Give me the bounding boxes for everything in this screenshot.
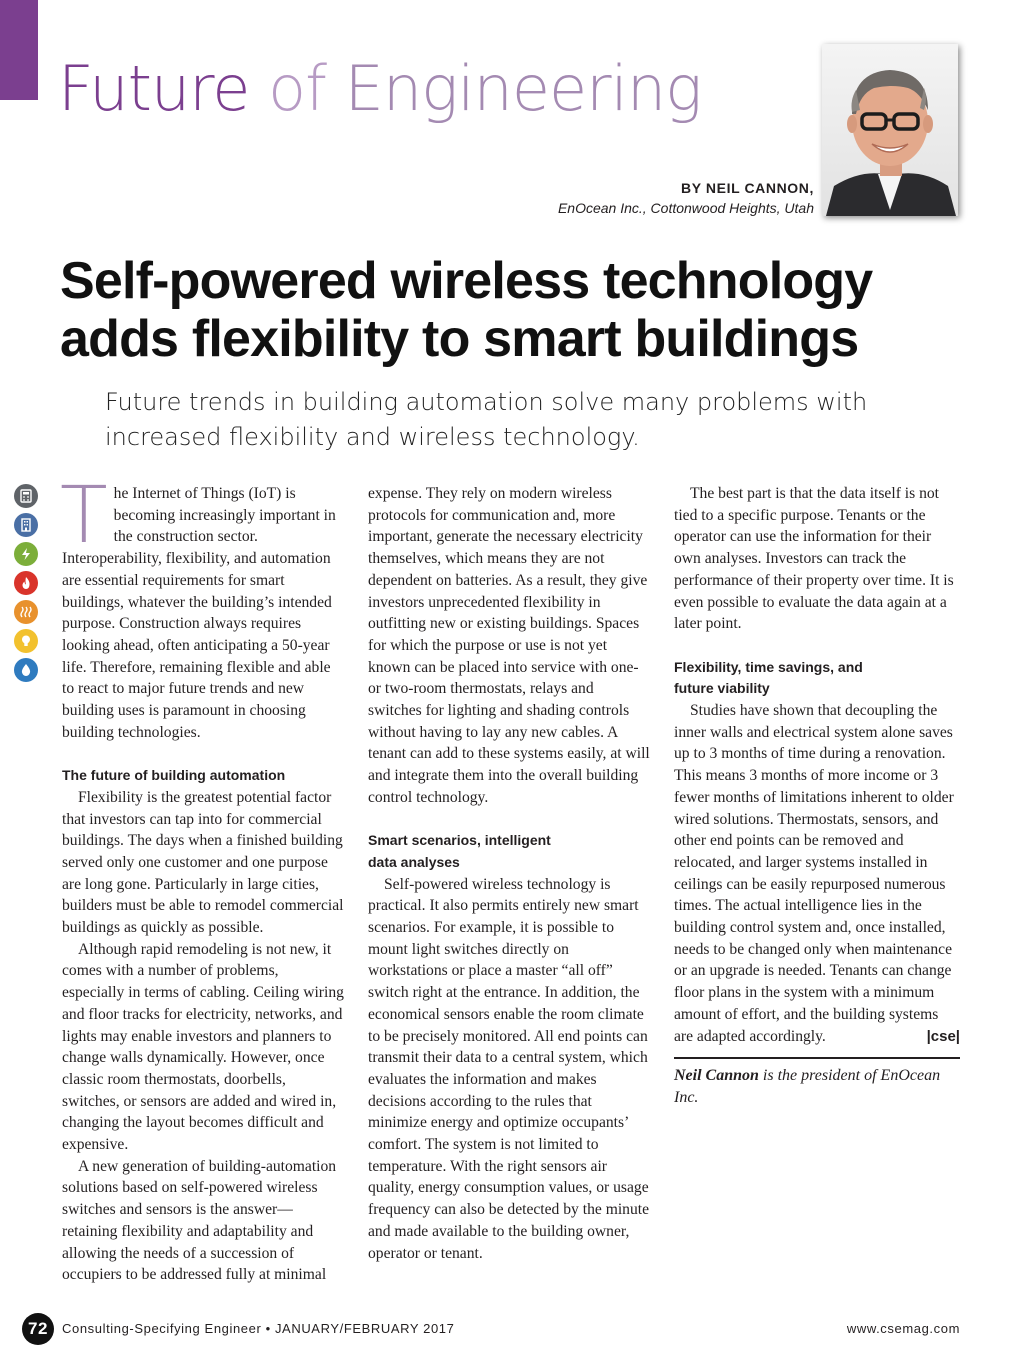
section-title-word-2: of (268, 52, 326, 125)
heading3-line-1: Flexibility, time savings, and (674, 658, 863, 675)
paragraph-3: A new generation of building-automation solutions based on self-powered wireless switches and sensors is the answer—retaining flexibility and adaptability and allowing the needs of a succession of occupiers to be addressed fully at minimal (62, 1157, 337, 1284)
flame-icon (14, 571, 38, 595)
paragraph-5: The best part is that the data itself is not tied to a specific purpose. Tenants or the operator can use the information for their own analyses. Investors can track the performance of their property over time. It is even possible to evaluate the data again at a later point. (674, 485, 954, 633)
deck-line-2: increased flexibility and wireless technology. (105, 423, 640, 451)
author-photo (822, 44, 958, 216)
lightning-icon (14, 542, 38, 566)
author-name: BY NEIL CANNON, (681, 180, 814, 196)
section-title-word-3: Engineering (344, 52, 702, 125)
accent-bar (0, 0, 38, 100)
paragraph-6 (674, 700, 960, 1047)
paragraph-4: Self-powered wireless technology is practical. It also permits entirely new smart scenarios. For example, it is possible to mount light switches directly on workstations or place a master “all off” switch right at the entrance. In addition, the economical sensors enable the room climate to be precisely monitored. All end points can transmit their data to a central system, which evaluates the information and makes decisions according to the rules that minimize energy and optimize occupants’ comfort. The system is not limited to temperature. With the right sensors air quality, energy consumption values, or usage frequency can also be detected by the minute and made available to the building owner, operator or tenant. (368, 875, 649, 1262)
author-affiliation: EnOcean Inc., Cottonwood Heights, Utah (557, 200, 814, 216)
deck-line-1: Future trends in building automation solve many problems with (105, 388, 868, 416)
intro-paragraph (60, 471, 344, 743)
heading-smart-scenarios (368, 830, 650, 873)
drop-cap: T (60, 471, 108, 561)
deck (105, 385, 905, 455)
heading2-line-2: data analyses (368, 853, 460, 870)
lightbulb-icon (14, 629, 38, 653)
heading3-line-2: future viability (674, 680, 770, 697)
headline-line-2: adds flexibility to smart buildings (60, 310, 859, 368)
side-icon-strip (14, 484, 38, 687)
calculator-icon (14, 484, 38, 508)
column-3 (674, 483, 960, 1109)
intro-text: he Internet of Things (IoT) is becoming increasingly important in the construction sector. Interoperability, flexibility, and automation are essential requirements for smart buildings, whatever the building’s intended purpose. Construction always requires looking ahead, often anticipating a 50-year life. Therefore, remaining flexible and able to react to major future trends and new building uses is paramount in choosing building technologies. (62, 485, 336, 741)
section-title (58, 52, 701, 125)
website-url: www.csemag.com (846, 1321, 960, 1336)
page-footer (22, 1313, 960, 1343)
headline-line-1: Self-powered wireless technology (60, 252, 873, 310)
heading-flexibility-time-savings (674, 657, 960, 700)
heat-waves-icon (14, 600, 38, 624)
column-2 (368, 483, 650, 1264)
paragraph-2: Although rapid remodeling is not new, it comes with a number of problems, especially in terms of cabling. Ceiling wiring and floor tracks for electricity, networks, and lights may enable investors and planners to change walls dynamically. However, once classic room thermostats, doorbells, switches, or sensors are added and wired in, changing the layout becomes difficult and expensive. (62, 940, 344, 1154)
paragraph-3-continued: expense. They rely on modern wireless protocols for communication and, more important, generate the necessary electricity themselves, which means they are not dependent on batteries. As a result, they give investors unprecedented flexibility in outfitting new or existing buildings. Spaces for which the purpose or use is not yet known can be placed into service with one- or two-room thermostats, relays and switches for lighting and shading controls without having to lay any new cables. A tenant can add to these systems easily, at will and integrate them into the overall building control technology. (368, 485, 650, 806)
author-bio (674, 1057, 960, 1109)
column-1 (60, 471, 344, 1286)
heading2-line-1: Smart scenarios, intelligent (368, 832, 551, 849)
end-mark: |cse| (926, 1027, 960, 1045)
publication-info: Consulting-Specifying Engineer • JANUARY/FEBRUARY 2017 (62, 1321, 455, 1336)
page-number: 72 (22, 1313, 54, 1345)
section-title-word-1: Future (58, 52, 250, 125)
bio-text: is the president of EnOcean Inc. (674, 1067, 941, 1107)
water-drop-icon (14, 658, 38, 682)
paragraph-1: Flexibility is the greatest potential factor that investors can tap into for commercial buildings. The days when a finished building served only one customer and one purpose are long gone. Particularly in large cities, builders must be able to remodel commercial buildings as quickly as possible. (62, 788, 344, 937)
headline (60, 252, 872, 368)
bio-name: Neil Cannon (674, 1067, 759, 1085)
byline (558, 180, 814, 216)
heading-future-of-building-automation: The future of building automation (62, 767, 286, 784)
building-icon (14, 513, 38, 537)
paragraph-6-text: Studies have shown that decoupling the inner walls and electrical system alone saves up to 3 months of time during a renovation. This means 3 months of more income or 3 fewer months of limitations inherent to older wired solutions. Thermostats, sensors, and other end points can be removed and relocated, and larger systems installed in ceilings can be easily repurposed numerous times. The actual intelligence lies in the building control system and, once installed, needs to be changed only when maintenance or an upgrade is needed. Tenants can change floor plans in the system with a minimum amount of effort, and the building systems are adapted accordingly. (674, 702, 954, 1045)
